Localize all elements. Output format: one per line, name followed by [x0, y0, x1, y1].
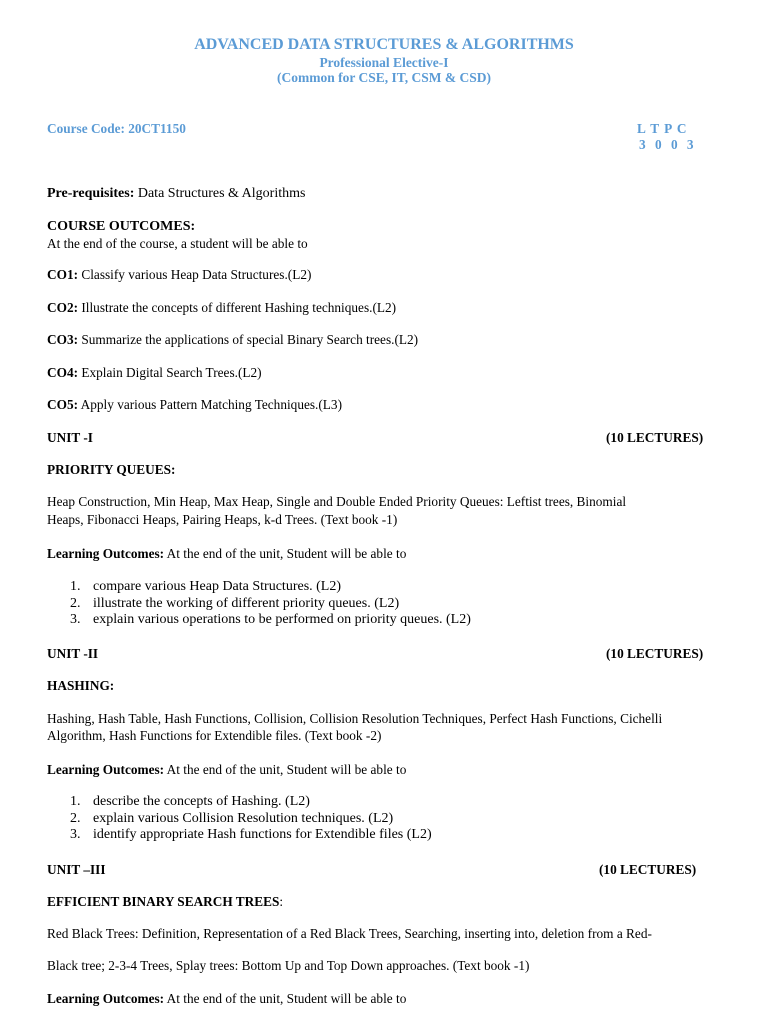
course-outcome-2 [47, 300, 396, 316]
unit-1-content-line-1: Heap Construction, Min Heap, Max Heap, Single and Double Ended Priority Queues: Leftist trees, Binomial [47, 494, 627, 509]
learning-outcomes-text: At the end of the unit, Student will be able to [164, 991, 407, 1006]
course-outcome-4 [47, 365, 262, 381]
unit-3-learning-outcomes [47, 991, 406, 1007]
unit-3-content-line-1: Red Black Trees: Definition, Representation of a Red Black Trees, Searching, inserting into, deletion from a Red- [47, 926, 652, 941]
unit-3-topic: EFFICIENT BINARY SEARCH TREES: [47, 894, 284, 909]
course-outcomes-intro: At the end of the course, a student will be able to [47, 236, 308, 251]
unit-1-lectures: (10 LECTURES) [606, 430, 704, 445]
co-text: Summarize the applications of special Binary Search trees.(L2) [78, 332, 419, 347]
course-outcome-3 [47, 332, 418, 348]
unit-2-lectures: (10 LECTURES) [606, 646, 704, 661]
unit-3-content-line-2: Black tree; 2-3-4 Trees, Splay trees: Bottom Up and Top Down approaches. (Text book -1) [47, 958, 530, 973]
learning-outcomes-label: Learning Outcomes: [47, 991, 165, 1006]
unit-2-heading: UNIT -II [47, 646, 99, 661]
course-code: Course Code: 20CT1150 [47, 121, 186, 136]
co-text: Apply various Pattern Matching Techniques.(L3) [78, 397, 343, 412]
unit-2-topic: HASHING: [47, 678, 115, 693]
co-code: CO5: [47, 397, 79, 412]
unit-1-learning-outcomes [47, 546, 406, 562]
unit-1-outcome-list [70, 579, 471, 629]
co-text: Explain Digital Search Trees.(L2) [78, 365, 262, 380]
unit-2-outcome-list [70, 794, 432, 844]
co-text: Classify various Heap Data Structures.(L2) [78, 267, 312, 282]
learning-outcomes-text: At the end of the unit, Student will be able to [164, 546, 407, 561]
ltpc-label: L T P C [637, 121, 688, 136]
elective-subtitle: Professional Elective-I [319, 55, 449, 70]
list-item: 1. describe the concepts of Hashing. (L2) [70, 794, 310, 809]
co-code: CO2: [47, 300, 79, 315]
course-outcomes-heading: COURSE OUTCOMES: [47, 219, 196, 234]
list-item: 2. explain various Collision Resolution techniques. (L2) [70, 810, 394, 826]
co-code: CO4: [47, 365, 79, 380]
course-outcome-5 [47, 397, 342, 413]
co-text: Illustrate the concepts of different Hashing techniques.(L2) [78, 300, 397, 315]
learning-outcomes-text: At the end of the unit, Student will be able to [164, 762, 407, 777]
unit-2-learning-outcomes [47, 762, 406, 778]
co-code: CO1: [47, 267, 79, 282]
list-item: 3. explain various operations to be performed on priority queues. (L2) [70, 612, 471, 627]
common-branches-note: (Common for CSE, IT, CSM & CSD) [276, 70, 491, 85]
unit-1-heading: UNIT -I [47, 430, 93, 445]
unit-2-content-line-1: Hashing, Hash Table, Hash Functions, Collision, Collision Resolution Techniques, Perfect Hash Functions, Cichelli [47, 711, 663, 726]
course-outcome-1 [47, 267, 311, 283]
prerequisites [47, 186, 305, 202]
learning-outcomes-label: Learning Outcomes: [47, 546, 165, 561]
unit-1-content-line-2: Heaps, Fibonacci Heaps, Pairing Heaps, k-d Trees. (Text book -1) [47, 512, 398, 527]
unit-1-topic: PRIORITY QUEUES: [47, 462, 176, 477]
list-item: 1. compare various Heap Data Structures. (L2) [70, 579, 342, 594]
unit-2-content-line-2: Algorithm, Hash Functions for Extendible files. (Text book -2) [47, 728, 382, 743]
prerequisites-label: Pre-requisites: [47, 186, 135, 201]
unit-3-heading: UNIT –III [47, 862, 106, 877]
co-code: CO3: [47, 332, 79, 347]
prerequisites-text: Data Structures & Algorithms [134, 186, 306, 201]
ltpc-values: 3 0 0 3 [639, 137, 697, 152]
list-item: 3. identify appropriate Hash functions for Extendible files (L2) [70, 827, 432, 842]
learning-outcomes-label: Learning Outcomes: [47, 762, 165, 777]
unit-3-lectures: (10 LECTURES) [599, 862, 697, 877]
list-item: 2. illustrate the working of different priority queues. (L2) [70, 595, 400, 611]
document-title: ADVANCED DATA STRUCTURES & ALGORITHMS [194, 36, 574, 53]
